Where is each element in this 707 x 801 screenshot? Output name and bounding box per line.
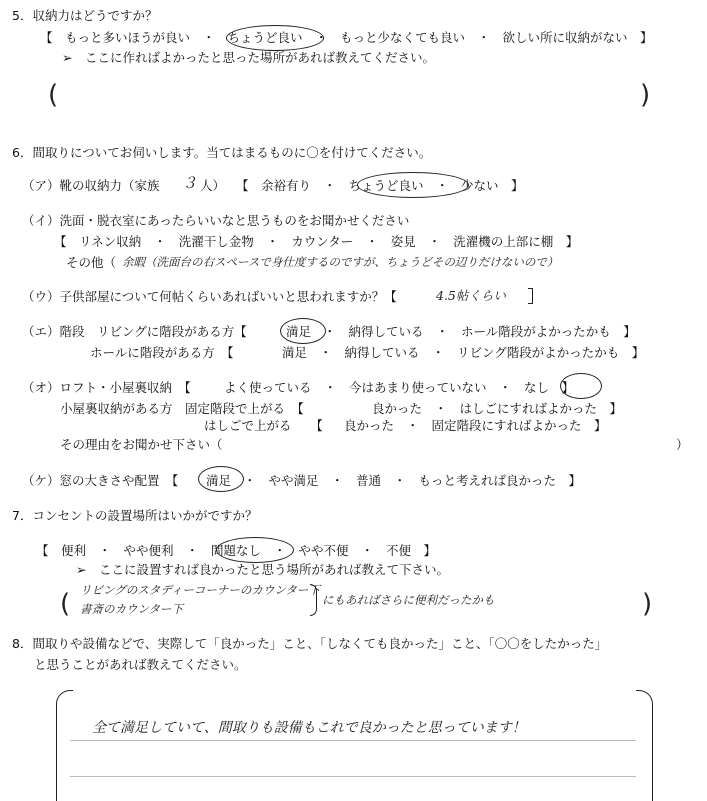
q6i-other-answer[interactable]: 余暇（洗面台の右スペースで身仕度するのですが、ちょうどその辺りだけないので） — [122, 255, 559, 269]
q5-followup: ➢ ここに作ればよかったと思った場所があれば教えてください。 — [62, 50, 435, 65]
q8-answer[interactable]: 全て満足していて、間取りも設備もこれで良かったと思っています！ — [92, 720, 526, 736]
q5-answer-close-paren: ) — [640, 80, 651, 110]
q7-answer-tail[interactable]: にもあればさらに便利だったかも — [322, 593, 495, 607]
q6o-reason-close: ） — [676, 437, 689, 452]
q6ke-options[interactable]: 満足 ・ やや満足 ・ 普通 ・ もっと考えれば良かった 】 — [206, 473, 582, 488]
q8-answer-bracket-right — [636, 690, 653, 801]
q6e-living-label: （エ）階段 リビングに階段がある方【 — [22, 324, 247, 339]
q6o-reason-label: その理由をお聞かせ下さい（ — [60, 437, 223, 452]
q6u-answer[interactable]: 4.5帖くらい — [436, 288, 506, 303]
q6e-hall-options[interactable]: 満足 ・ 納得している ・ リビング階段がよかったかも 】 — [282, 345, 645, 360]
q7-followup: ➢ ここに設置すれば良かったと思う場所があれば教えて下さい。 — [76, 562, 449, 577]
q6a-selected-circle — [357, 172, 469, 198]
q7-answer-close-paren: ) — [642, 589, 653, 619]
q6u-label: （ウ）子供部屋について何帖くらいあればいいと思われますか？【 — [22, 289, 397, 304]
q6i-options[interactable]: 【 リネン収納 ・ 洗濯干し金物 ・ カウンター ・ 姿見 ・ 洗濯機の上部に棚 】 — [54, 234, 579, 249]
q6e-selected-circle — [280, 318, 326, 344]
q7-answer-line1[interactable]: リビングのスタディーコーナーのカウンター下 — [80, 583, 320, 597]
q6o-fixed-label: 小屋裏収納がある方 固定階段で上がる 【 — [60, 401, 304, 416]
q6ke-selected-circle — [198, 466, 244, 492]
q6o-label: （オ）ロフト・小屋裏収納 【 — [22, 380, 191, 395]
q6o-selected-circle — [560, 373, 602, 399]
q6a-options[interactable]: 【 余裕有り ・ ちょうど良い ・ 少ない 】 — [236, 178, 524, 193]
q8-title-cont: と思うことがあれば教えてください。 — [34, 657, 247, 672]
q8-answer-rule-1 — [70, 740, 636, 741]
q6o-ladder-label: はしごで上がる 【 — [204, 418, 323, 433]
q6a-unit: 人） — [200, 178, 226, 193]
q6ke-label: （ケ）窓の大きさや配置 【 — [22, 473, 179, 488]
q5-answer-open-paren: ( — [48, 80, 59, 110]
q5-title: 5．収納力はどうですか？ — [12, 8, 158, 23]
q6e-hall-label: ホールに階段がある方 【 — [90, 345, 234, 360]
q7-answer-open-paren: ( — [60, 589, 71, 619]
q6i-other-label: その他（ — [66, 255, 117, 270]
q7-options[interactable]: 【 便利 ・ やや便利 ・ 問題なし ・ やや不便 ・ 不便 】 — [36, 543, 437, 558]
q6u-close-bracket — [528, 288, 533, 304]
q7-answer-line2[interactable]: 書斎のカウンター下 — [80, 602, 184, 616]
q6o-options[interactable]: よく使っている ・ 今はあまり使っていない ・ なし 】 — [224, 380, 575, 395]
q6-title: 6．間取りについてお伺いします。当てはまるものに〇を付けてください。 — [12, 145, 432, 160]
q8-answer-bracket-left — [56, 690, 73, 801]
q7-answer-brace — [310, 584, 317, 616]
q6a-family-answer[interactable]: ３ — [182, 174, 198, 192]
q6e-living-options[interactable]: 満足 ・ 納得している ・ ホール階段がよかったかも 】 — [286, 324, 636, 339]
q6o-fixed-options[interactable]: 良かった ・ はしごにすればよかった 】 — [372, 401, 623, 416]
q8-answer-rule-2 — [70, 776, 636, 777]
q6i-title: （イ）洗面・脱衣室にあったらいいなと思うものをお聞かせください — [22, 213, 410, 228]
q8-title: 8．間取りや設備などで、実際して「良かった」こと、「しなくても良かった」こと、「〇〇をしたかった」 — [12, 636, 608, 651]
q7-selected-circle — [216, 537, 294, 563]
q5-options[interactable]: 【 もっと多いほうが良い ・ ちょうど良い ・ もっと少なくても良い ・ 欲しい所に収納がない 】 — [40, 30, 653, 45]
q7-title: 7．コンセントの設置場所はいかがですか？ — [12, 508, 258, 523]
q6a-label: （ア）靴の収納力（家族 — [22, 178, 160, 193]
q6o-ladder-options[interactable]: 良かった ・ 固定階段にすればよかった 】 — [344, 418, 607, 433]
q5-selected-circle — [226, 25, 324, 51]
